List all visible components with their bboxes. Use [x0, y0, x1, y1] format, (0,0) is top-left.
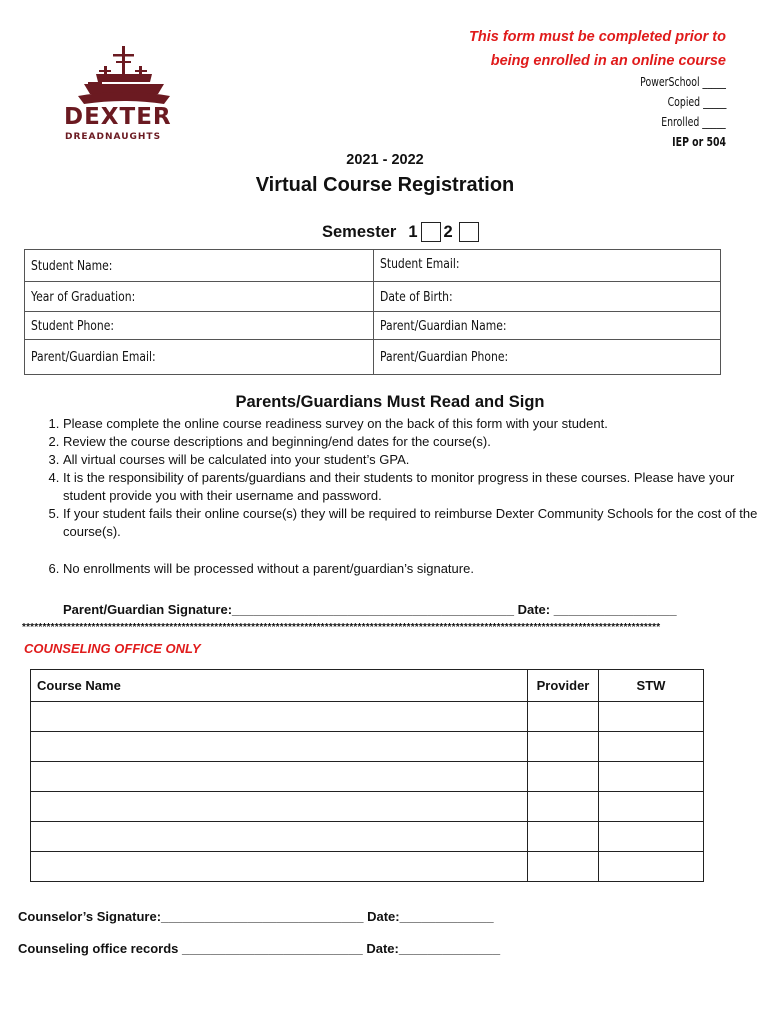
provider-cell[interactable]	[528, 792, 599, 822]
semester-1-checkbox[interactable]	[421, 222, 441, 242]
table-row	[31, 762, 704, 792]
school-logo	[58, 44, 190, 144]
rule-item: 2. Review the course descriptions and beginning/end dates for the course(s).	[63, 433, 763, 451]
guardian-name-field[interactable]: Parent/Guardian Name:	[374, 312, 721, 340]
school-year: 2021 - 2022	[346, 152, 424, 168]
provider-cell[interactable]	[528, 762, 599, 792]
parents-heading: Parents/Guardians Must Read and Sign	[235, 393, 545, 411]
rule-item: 4. It is the responsibility of parents/guardians and their students to monitor progress in these courses. Please have your student provide you with their username and password.	[63, 469, 763, 505]
table-row	[31, 792, 704, 822]
student-phone-field[interactable]: Student Phone:	[25, 312, 374, 340]
course-name-cell[interactable]	[31, 822, 528, 852]
course-name-cell[interactable]	[31, 732, 528, 762]
counseling-office-label: COUNSELING OFFICE ONLY	[24, 641, 201, 656]
stw-cell[interactable]	[599, 792, 704, 822]
table-row	[31, 822, 704, 852]
guardian-phone-field[interactable]: Parent/Guardian Phone:	[374, 340, 721, 375]
course-name-header: Course Name	[31, 670, 528, 702]
course-name-cell[interactable]	[31, 702, 528, 732]
stw-cell[interactable]	[599, 732, 704, 762]
course-table	[30, 669, 704, 882]
table-row	[31, 852, 704, 882]
page-title: Virtual Course Registration	[255, 174, 515, 196]
office-check-copied: Copied _____	[667, 95, 726, 109]
provider-cell[interactable]	[528, 732, 599, 762]
rule-item: 3. All virtual courses will be calculated into your student’s GPA.	[63, 451, 763, 469]
student-email-field[interactable]: Student Email:	[374, 250, 721, 282]
provider-cell[interactable]	[528, 822, 599, 852]
semester-selector	[322, 222, 482, 242]
course-name-cell[interactable]	[31, 792, 528, 822]
parent-signature-line[interactable]: Parent/Guardian Signature:_______________________________________ Date: _________________	[63, 602, 677, 617]
counselor-signature-line[interactable]: Counselor’s Signature:____________________________ Date:_____________	[18, 909, 494, 924]
counseling-records-line[interactable]: Counseling office records _________________________ Date:______________	[18, 941, 501, 956]
logo-subtitle: DREADNAUGHTS	[65, 132, 162, 142]
rule-item: 5. If your student fails their online course(s) they will be required to reimburse Dexter Community Schools for the cost of the course(s).	[63, 505, 763, 541]
provider-cell[interactable]	[528, 852, 599, 882]
student-info-table	[24, 249, 721, 375]
table-row	[31, 732, 704, 762]
logo-wordmark: DEXTER	[64, 104, 172, 130]
notice-line-2: being enrolled in an online course	[490, 53, 726, 69]
separator-line: ************************************************************************************************************************************************************	[22, 622, 661, 633]
graduation-year-field[interactable]: Year of Graduation:	[25, 282, 374, 312]
semester-2-label: 2	[443, 222, 453, 241]
notice-line-1: This form must be completed prior to	[469, 29, 726, 45]
date-of-birth-field[interactable]: Date of Birth:	[374, 282, 721, 312]
semester-label: Semester	[322, 222, 397, 241]
office-check-powerschool: PowerSchool _____	[640, 75, 726, 89]
office-check-enrolled: Enrolled _____	[661, 115, 726, 129]
stw-cell[interactable]	[599, 702, 704, 732]
stw-header: STW	[599, 670, 704, 702]
stw-cell[interactable]	[599, 822, 704, 852]
student-name-field[interactable]: Student Name:	[25, 250, 374, 282]
rule-item: 1. Please complete the online course readiness survey on the back of this form with your student.	[63, 415, 763, 433]
provider-header: Provider	[528, 670, 599, 702]
provider-cell[interactable]	[528, 702, 599, 732]
semester-2-checkbox[interactable]	[459, 222, 479, 242]
parent-rules-list	[38, 415, 763, 578]
semester-1-label: 1	[408, 222, 418, 241]
stw-cell[interactable]	[599, 762, 704, 792]
rule-item: 6. No enrollments will be processed without a parent/guardian’s signature.	[63, 560, 763, 578]
stw-cell[interactable]	[599, 852, 704, 882]
office-check-iep: IEP or 504	[672, 135, 726, 149]
course-name-cell[interactable]	[31, 852, 528, 882]
guardian-email-field[interactable]: Parent/Guardian Email:	[25, 340, 374, 375]
table-row	[31, 702, 704, 732]
course-name-cell[interactable]	[31, 762, 528, 792]
